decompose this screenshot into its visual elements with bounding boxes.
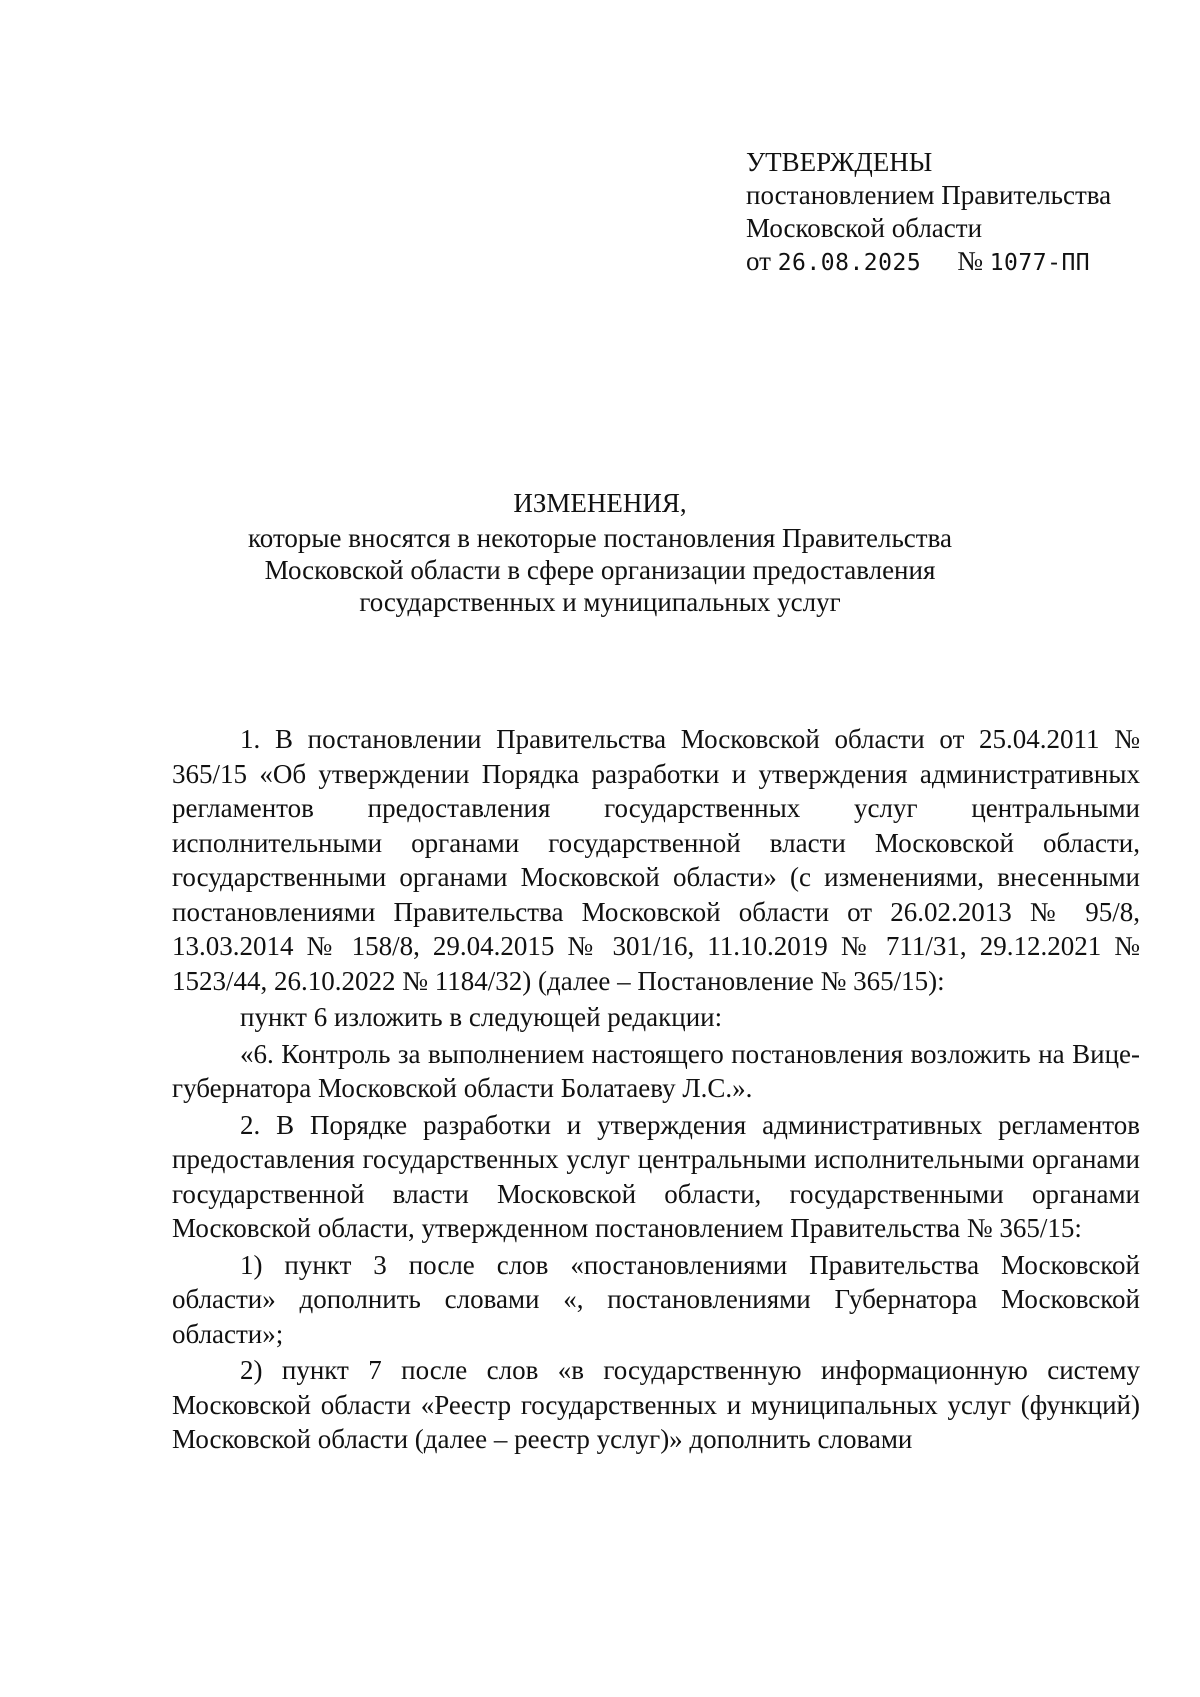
approval-heading: УТВЕРЖДЕНЫ [746, 147, 933, 177]
date-prefix: от [746, 246, 771, 276]
page-title: ИЗМЕНЕНИЯ, [513, 488, 687, 518]
document-body [172, 722, 1140, 1457]
subtitle-line-3: государственных и муниципальных услуг [359, 587, 841, 617]
approval-line-1: постановлением Правительства [746, 180, 1112, 210]
paragraph-6: 2) пункт 7 после слов «в государственную информационную систему Московской области «Реестр государственных и муниципальных услуг (функций) Московской области (далее – реестр услуг)» дополнить словами [172, 1355, 1140, 1454]
paragraph-1: 1. В постановлении Правительства Московской области от 25.04.2011 № 365/15 «Об утверждении Порядка разработки и утверждения административных регламентов предоставления государственных услуг центральными исполнительными органами государственной власти Московской области, государственными органами Московской области» (с изменениями, внесенными постановлениями Правительства Московской области от 26.02.2013 № 95/8, 13.03.2014 № 158/8, 29.04.2015 № 301/16, 11.10.2019 № 711/31, 29.12.2021 № 1523/44, 26.10.2022 № 1184/32) (далее – Постановление № 365/15): [172, 724, 1140, 996]
document-title [180, 487, 1020, 618]
approval-date: 26.08.2025 [777, 250, 922, 276]
approval-line-2: Московской области [746, 213, 983, 243]
approval-date-line [746, 245, 1111, 280]
paragraph-4: 2. В Порядке разработки и утверждения административных регламентов предоставления государственных услуг центральными исполнительными органами государственной власти Московской области, государственными органами Московской области, утвержденном постановлением Правительства № 365/15: [172, 1109, 1140, 1243]
approval-number: 1077-ПП [989, 250, 1091, 276]
subtitle-line-1: которые вносятся в некоторые постановления Правительства [248, 523, 952, 553]
paragraph-2: пункт 6 изложить в следующей редакции: [240, 1002, 723, 1032]
number-prefix: № [957, 246, 983, 276]
approval-stamp [746, 146, 1111, 280]
paragraph-5: 1) пункт 3 после слов «постановлениями Правительства Московской области» дополнить словами «, постановлениями Губернатора Московской области»; [172, 1249, 1140, 1349]
subtitle-line-2: Московской области в сфере организации предоставления [264, 555, 936, 585]
paragraph-3: «6. Контроль за выполнением настоящего постановления возложить на Вице-губернатора Московской области Болатаеву Л.С.». [172, 1038, 1140, 1103]
